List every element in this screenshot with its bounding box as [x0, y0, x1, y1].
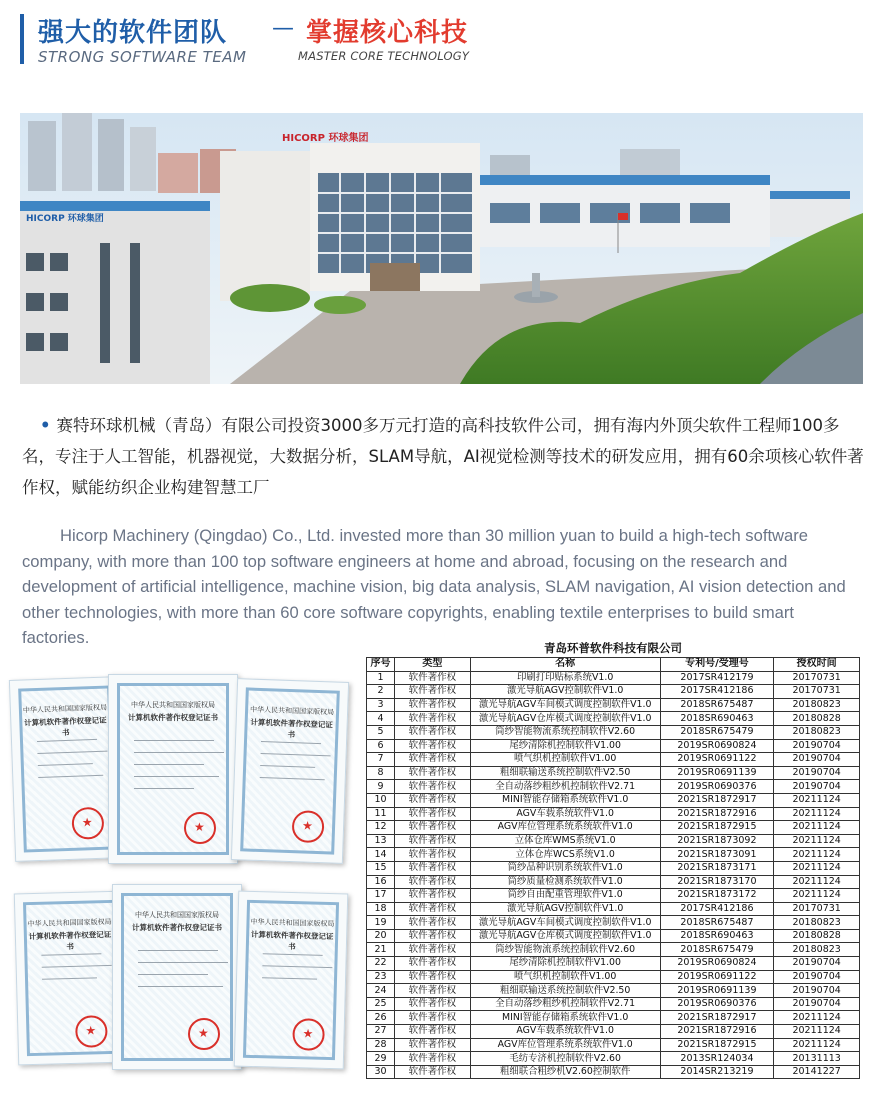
certificate-title: 计算机软件著作权登记证书 [28, 929, 112, 952]
cell-name: 毛纺专济机控制软件V2.60 [470, 1052, 660, 1066]
header-title-left: 强大的软件团队 [38, 18, 228, 48]
cell-date: 20170731 [774, 902, 860, 916]
cell-index: 19 [367, 916, 395, 930]
cell-index: 26 [367, 1011, 395, 1025]
cell-date: 20211124 [774, 1011, 860, 1025]
cell-type: 软件著作权 [394, 1011, 470, 1025]
cell-type: 软件著作权 [394, 943, 470, 957]
cell-type: 软件著作权 [394, 861, 470, 875]
header-subtitle-right: MASTER CORE TECHNOLOGY [298, 49, 470, 63]
cell-number: 2018SR675479 [660, 943, 774, 957]
table-row [367, 780, 860, 794]
cell-number: 2021SR1873172 [660, 889, 774, 903]
cell-number: 2021SR1873091 [660, 848, 774, 862]
cell-number: 2021SR1873170 [660, 875, 774, 889]
certificate-image [231, 678, 349, 864]
table-row [367, 861, 860, 875]
table-row [367, 848, 860, 862]
factory-illustration [20, 113, 863, 384]
page-header [16, 10, 616, 70]
cell-type: 软件著作权 [394, 685, 470, 699]
cell-number: 2019SR0691139 [660, 766, 774, 780]
cell-number: 2018SR675479 [660, 725, 774, 739]
cell-index: 24 [367, 984, 395, 998]
cell-name: 激光导航AGV仓库模式调度控制软件V1.0 [470, 929, 660, 943]
cell-type: 软件著作权 [394, 807, 470, 821]
seal-icon: ★ [292, 810, 325, 843]
cell-date: 20190704 [774, 753, 860, 767]
cell-type: 软件著作权 [394, 1025, 470, 1039]
cell-number: 2018SR675487 [660, 916, 774, 930]
cell-number: 2017SR412186 [660, 685, 774, 699]
certificate-image [234, 891, 349, 1070]
cell-index: 17 [367, 889, 395, 903]
cell-number: 2021SR1872916 [660, 807, 774, 821]
cell-name: 筒纱智能物流系统控制软件V2.60 [470, 725, 660, 739]
cell-name: 筒纱自由配重管理软件V1.0 [470, 889, 660, 903]
col-header-date: 授权时间 [774, 658, 860, 672]
cell-date: 20141227 [774, 1065, 860, 1079]
cell-type: 软件著作权 [394, 929, 470, 943]
cell-date: 20131113 [774, 1052, 860, 1066]
cell-date: 20170731 [774, 685, 860, 699]
table-row [367, 685, 860, 699]
cell-type: 软件著作权 [394, 875, 470, 889]
header-title-right: 掌握核心科技 [306, 18, 469, 48]
cell-index: 1 [367, 671, 395, 685]
cell-index: 8 [367, 766, 395, 780]
intro-english: Hicorp Machinery (Qingdao) Co., Ltd. invested more than 30 million yuan to build a high-tech software company, with more than 100 top software engineers at home and abroad, focusing on the research and development of artificial intelligence, machine vision, big data analysis, SLAM navigation, AI vision detection and other technologies, with more than 60 core software copyrights, enabling textile enterprises to build smart factories. [22, 526, 846, 647]
cell-type: 软件著作权 [394, 984, 470, 998]
cell-date: 20190704 [774, 766, 860, 780]
certificate-collage [12, 672, 352, 1082]
table-row [367, 807, 860, 821]
header-subtitle-left: STRONG SOFTWARE TEAM [38, 48, 247, 66]
table-row [367, 1052, 860, 1066]
seal-icon: ★ [188, 1018, 220, 1050]
cell-name: 喷气织机控制软件V1.00 [470, 753, 660, 767]
cell-name: 粗细联输送系统控制软件V2.50 [470, 984, 660, 998]
cell-name: 喷气织机控制软件V1.00 [470, 970, 660, 984]
cell-type: 软件著作权 [394, 766, 470, 780]
intro-chinese-text: 赛特环球机械（青岛）有限公司投资3000多万元打造的高科技软件公司，拥有海内外顶尖软件工程师100多名，专注于人工智能，机器视觉，大数据分析，SLAM导航，AI视觉检测等技术的研发应用，拥有60余项核心软件著作权，赋能纺织企业构建智慧工厂 [22, 416, 864, 497]
cell-date: 20211124 [774, 834, 860, 848]
certificate-image [108, 674, 238, 864]
certificate-image [112, 884, 242, 1070]
cell-number: 2021SR1873092 [660, 834, 774, 848]
cell-name: 激光导航AGV控制软件V1.0 [470, 902, 660, 916]
cell-number: 2019SR0691122 [660, 970, 774, 984]
cell-date: 20190704 [774, 780, 860, 794]
cell-index: 11 [367, 807, 395, 821]
cell-number: 2017SR412186 [660, 902, 774, 916]
table-body [367, 671, 860, 1079]
cell-name: 筒纱品种识别系统软件V1.0 [470, 861, 660, 875]
cell-number: 2013SR124034 [660, 1052, 774, 1066]
cell-date: 20180823 [774, 916, 860, 930]
cell-name: 粗细联输送系统控制软件V2.50 [470, 766, 660, 780]
cell-name: 激光导航AGV仓库模式调度控制软件V1.0 [470, 712, 660, 726]
cell-type: 软件著作权 [394, 997, 470, 1011]
cell-index: 6 [367, 739, 395, 753]
cell-type: 软件著作权 [394, 834, 470, 848]
certificate-issuer: 中华人民共和国国家版权局 [131, 701, 215, 709]
cell-index: 3 [367, 698, 395, 712]
cell-index: 28 [367, 1038, 395, 1052]
cell-date: 20170731 [774, 671, 860, 685]
cell-date: 20211124 [774, 793, 860, 807]
cell-index: 9 [367, 780, 395, 794]
certificate-issuer: 中华人民共和国国家版权局 [250, 917, 335, 929]
factory-photo [20, 113, 863, 384]
cell-date: 20190704 [774, 984, 860, 998]
table-row [367, 821, 860, 835]
table-row [367, 753, 860, 767]
certificate-title: 计算机软件著作权登记证书 [128, 713, 218, 722]
cell-date: 20211124 [774, 848, 860, 862]
table-row [367, 902, 860, 916]
cell-index: 4 [367, 712, 395, 726]
certificate-title: 计算机软件著作权登记证书 [132, 923, 222, 932]
cell-type: 软件著作权 [394, 793, 470, 807]
cell-type: 软件著作权 [394, 902, 470, 916]
cell-index: 12 [367, 821, 395, 835]
cell-number: 2018SR675487 [660, 698, 774, 712]
cell-name: 尾纱清除机控制软件V1.00 [470, 739, 660, 753]
table-row [367, 712, 860, 726]
table-header-row [367, 658, 860, 672]
table-row [367, 970, 860, 984]
cell-date: 20180823 [774, 698, 860, 712]
table-row [367, 725, 860, 739]
seal-icon: ★ [292, 1018, 325, 1051]
col-header-name: 名称 [470, 658, 660, 672]
cell-type: 软件著作权 [394, 1065, 470, 1079]
cell-date: 20190704 [774, 970, 860, 984]
cell-type: 软件著作权 [394, 753, 470, 767]
table-row [367, 1011, 860, 1025]
cell-date: 20211124 [774, 807, 860, 821]
cell-index: 25 [367, 997, 395, 1011]
cell-type: 软件著作权 [394, 1052, 470, 1066]
cell-type: 软件著作权 [394, 821, 470, 835]
table-row [367, 957, 860, 971]
cell-name: 激光导航AGV车间模式调度控制软件V1.0 [470, 698, 660, 712]
table-row [367, 1038, 860, 1052]
cell-name: 筒纱质量检测系统软件V1.0 [470, 875, 660, 889]
cell-index: 2 [367, 685, 395, 699]
cell-type: 软件著作权 [394, 889, 470, 903]
cell-type: 软件著作权 [394, 970, 470, 984]
cell-date: 20190704 [774, 957, 860, 971]
cell-index: 15 [367, 861, 395, 875]
cell-number: 2019SR0691122 [660, 753, 774, 767]
cell-name: 立体仓库WCS系统V1.0 [470, 848, 660, 862]
certificate-issuer: 中华人民共和国国家版权局 [135, 911, 219, 919]
cell-index: 18 [367, 902, 395, 916]
cell-name: 全自动落纱粗纱机控制软件V2.71 [470, 780, 660, 794]
cell-type: 软件著作权 [394, 916, 470, 930]
cell-index: 23 [367, 970, 395, 984]
cell-number: 2019SR0691139 [660, 984, 774, 998]
cell-index: 21 [367, 943, 395, 957]
cell-type: 软件著作权 [394, 957, 470, 971]
cell-date: 20211124 [774, 861, 860, 875]
cell-number: 2019SR0690824 [660, 739, 774, 753]
header-accent-bar [20, 14, 24, 64]
table-row [367, 929, 860, 943]
intro-chinese [22, 410, 864, 503]
cell-index: 22 [367, 957, 395, 971]
cell-type: 软件著作权 [394, 848, 470, 862]
cell-date: 20180828 [774, 929, 860, 943]
cell-name: 印刷打印贴标系统V1.0 [470, 671, 660, 685]
cell-index: 16 [367, 875, 395, 889]
table-row [367, 793, 860, 807]
cell-date: 20211124 [774, 1025, 860, 1039]
cell-number: 2017SR412179 [660, 671, 774, 685]
seal-icon: ★ [75, 1015, 108, 1048]
cell-type: 软件著作权 [394, 1038, 470, 1052]
cell-number: 2019SR0690824 [660, 957, 774, 971]
cell-type: 软件著作权 [394, 739, 470, 753]
cell-name: 粗细联合粗纱机V2.60控制软件 [470, 1065, 660, 1079]
table-row [367, 889, 860, 903]
copyright-table [366, 657, 860, 1079]
certificate-issuer: 中华人民共和国国家版权局 [22, 703, 108, 715]
photo-sign-main: HICORP 环球集团 [282, 133, 369, 144]
seal-icon: ★ [71, 807, 104, 840]
cell-number: 2021SR1872915 [660, 1038, 774, 1052]
cell-number: 2019SR0690376 [660, 780, 774, 794]
col-header-type: 类型 [394, 658, 470, 672]
table-row [367, 739, 860, 753]
cell-date: 20211124 [774, 821, 860, 835]
certificate-issuer: 中华人民共和国国家版权局 [27, 917, 112, 929]
table-row [367, 997, 860, 1011]
col-header-number: 专利号/受理号 [660, 658, 774, 672]
cell-name: 立体仓库WMS系统V1.0 [470, 834, 660, 848]
cell-name: MINI智能存储箱系统软件V1.0 [470, 1011, 660, 1025]
table-row [367, 984, 860, 998]
cell-number: 2021SR1872917 [660, 1011, 774, 1025]
cell-index: 14 [367, 848, 395, 862]
bullet-icon: • [40, 416, 51, 435]
cell-type: 软件著作权 [394, 780, 470, 794]
cell-name: 全自动落纱粗纱机控制软件V2.71 [470, 997, 660, 1011]
cell-name: AGV车载系统软件V1.0 [470, 1025, 660, 1039]
table-row [367, 875, 860, 889]
cell-number: 2021SR1873171 [660, 861, 774, 875]
certificate-title: 计算机软件著作权登记证书 [250, 929, 334, 952]
header-dash: — [272, 16, 294, 41]
certificate-title: 计算机软件著作权登记证书 [23, 715, 107, 738]
cell-number: 2021SR1872915 [660, 821, 774, 835]
cell-name: AGV库位管理系统系统软件V1.0 [470, 821, 660, 835]
table-row [367, 943, 860, 957]
cell-date: 20180823 [774, 943, 860, 957]
cell-type: 软件著作权 [394, 725, 470, 739]
cell-index: 7 [367, 753, 395, 767]
table-row [367, 671, 860, 685]
cell-date: 20180823 [774, 725, 860, 739]
cell-number: 2018SR690463 [660, 929, 774, 943]
table-title: 青岛环普软件科技有限公司 [544, 641, 682, 655]
cell-number: 2018SR690463 [660, 712, 774, 726]
certificate-issuer: 中华人民共和国国家版权局 [249, 705, 335, 717]
cell-index: 27 [367, 1025, 395, 1039]
cell-date: 20211124 [774, 889, 860, 903]
cell-index: 10 [367, 793, 395, 807]
table-row [367, 834, 860, 848]
cell-name: MINI智能存储箱系统软件V1.0 [470, 793, 660, 807]
cell-index: 5 [367, 725, 395, 739]
cell-name: 尾纱清除机控制软件V1.00 [470, 957, 660, 971]
cell-name: AGV库位管理系统系统软件V1.0 [470, 1038, 660, 1052]
table-row [367, 698, 860, 712]
cell-name: 激光导航AGV车间模式调度控制软件V1.0 [470, 916, 660, 930]
cell-number: 2019SR0690376 [660, 997, 774, 1011]
cell-name: 激光导航AGV控制软件V1.0 [470, 685, 660, 699]
cell-date: 20190704 [774, 739, 860, 753]
cell-index: 29 [367, 1052, 395, 1066]
cell-date: 20180828 [774, 712, 860, 726]
cell-date: 20211124 [774, 1038, 860, 1052]
cell-name: AGV车载系统软件V1.0 [470, 807, 660, 821]
table-row [367, 1025, 860, 1039]
table-row [367, 916, 860, 930]
cell-date: 20211124 [774, 875, 860, 889]
cell-number: 2021SR1872917 [660, 793, 774, 807]
certificate-title: 计算机软件著作权登记证书 [250, 717, 334, 740]
photo-sign-left: HICORP 环球集团 [26, 214, 104, 224]
cell-date: 20190704 [774, 997, 860, 1011]
cell-type: 软件著作权 [394, 698, 470, 712]
cell-type: 软件著作权 [394, 671, 470, 685]
cell-index: 13 [367, 834, 395, 848]
table-row [367, 1065, 860, 1079]
cell-index: 30 [367, 1065, 395, 1079]
cell-type: 软件著作权 [394, 712, 470, 726]
cell-number: 2021SR1872916 [660, 1025, 774, 1039]
cell-number: 2014SR213219 [660, 1065, 774, 1079]
seal-icon: ★ [184, 812, 216, 844]
cell-index: 20 [367, 929, 395, 943]
cell-name: 筒纱智能物流系统控制软件V2.60 [470, 943, 660, 957]
col-header-index: 序号 [367, 658, 395, 672]
table-row [367, 766, 860, 780]
